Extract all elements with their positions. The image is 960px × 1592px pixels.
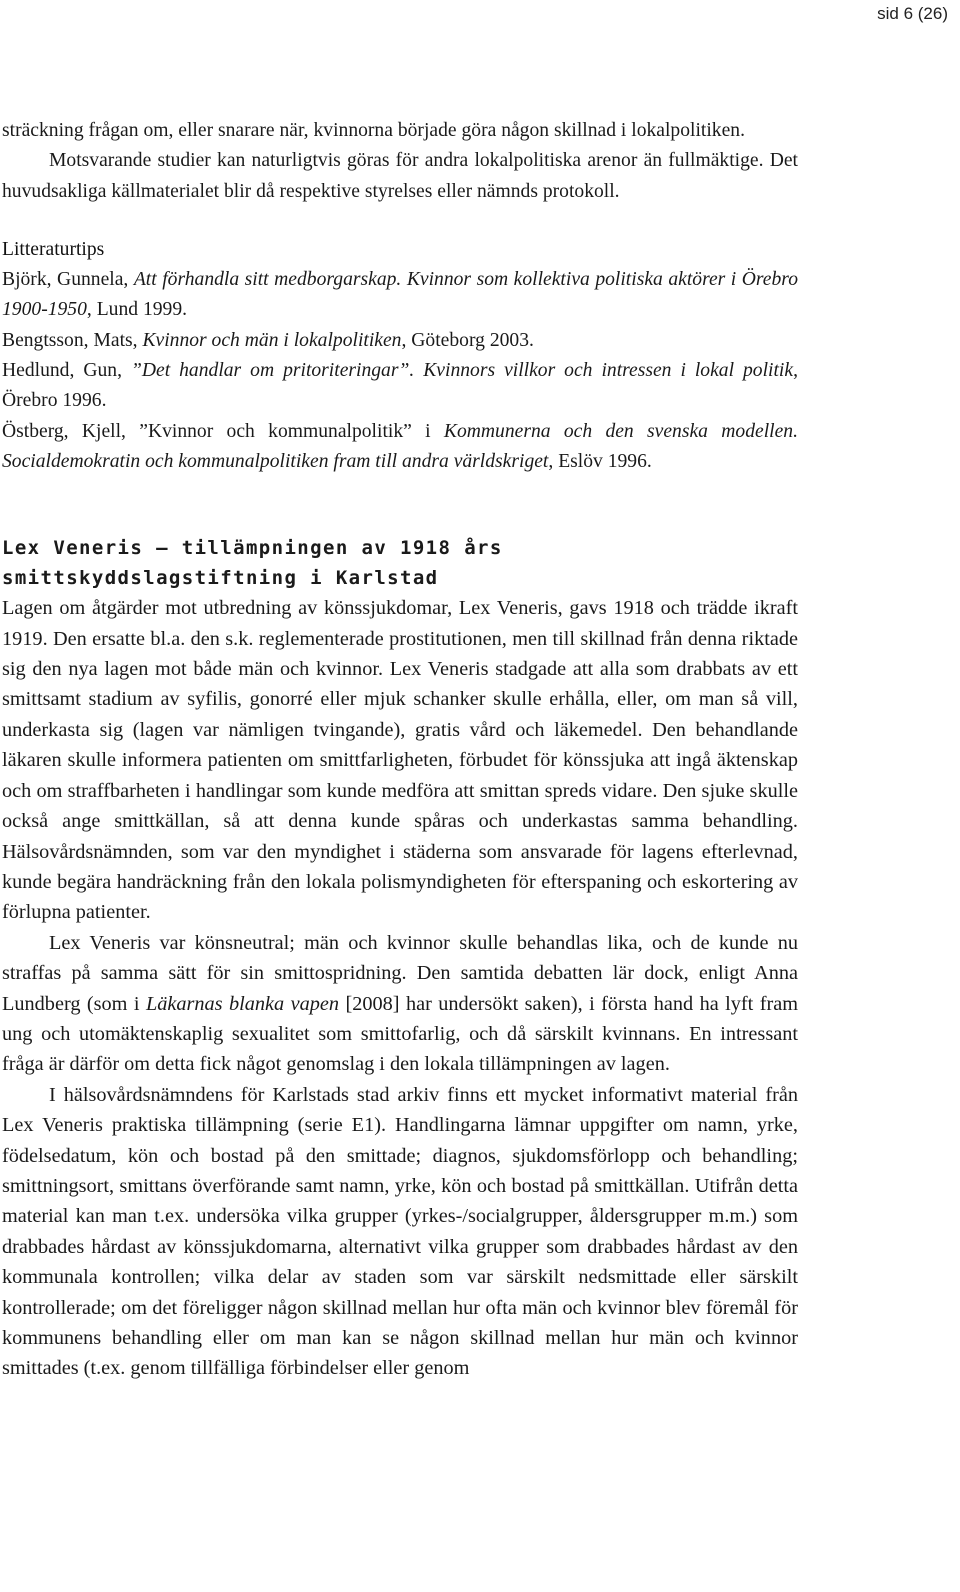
reference-author: Björk, Gunnela,	[2, 269, 134, 291]
reference-author: Bengtsson, Mats,	[2, 329, 143, 351]
literature-reference	[2, 265, 798, 326]
literature-reference	[2, 326, 798, 356]
literature-list	[2, 265, 798, 477]
reference-title: ”Det handlar om pritoriteringar”. Kvinnors villkor och intressen i lokal politik	[130, 360, 794, 382]
section-paragraph-3: I hälsovårdsnämndens för Karlstads stad arkiv finns ett mycket informativt material från Lex Veneris praktiska tillämpning (serie E1). Handlingarna lämnar uppgifter om namn, yrke, födelsedatum, kön och bostad på den smittade; diagnos, sjukdomsförlopp och behandling; smittningsort, smittans överförande samt namn, yrke, kön och bostad på smittkällan. Utifrån detta material kan man t.ex. undersöka vilka grupper (yrkes-/socialgrupper, åldersgrupper m.m.) som drabbades hårdast av könssjukdomarna, alternativt vilka grupper som drabbades hårdast av den kommunala kontrollen; vilka delar av staden som var särskilt nedsmittade eller särskilt kontrollerade; om det föreligger någon skillnad mellan hur ofta män och kvinnor blev föremål för kommunens behandling eller om man kan se någon skillnad mellan hur män och kvinnor smittades (t.ex. genom tillfälliga förbindelser eller genom	[2, 1083, 798, 1380]
page-number: sid 6 (26)	[877, 4, 948, 23]
reference-author: Hedlund, Gun,	[2, 360, 131, 382]
reference-publication: , Lund 1999.	[86, 299, 188, 321]
intro-paragraph-1: sträckning frågan om, eller snarare när, kvinnorna började göra någon skillnad i lokalpolitiken.	[2, 120, 745, 141]
cited-title: Läkarnas blanka vapen	[145, 992, 340, 1015]
paragraph-text: [2008] har undersökt saken), i första hand ha lyft fram ung och utomäktenskaplig sexualitet som smittofarlig, och då särskilt kvinnans. En intressant fråga är därför om detta fick något genomslag i den lokala tillämpningen av lagen.	[2, 992, 798, 1076]
literature-reference	[2, 356, 798, 417]
document-body	[2, 116, 798, 1384]
literature-heading: Litteraturtips	[2, 238, 105, 260]
reference-title: Kvinnor och män i lokalpolitiken	[142, 329, 402, 351]
section-heading: Lex Veneris – tillämpningen av 1918 års smittskyddslagstiftning i Karlstad	[2, 537, 503, 590]
reference-title: Att förhandla sitt medborgarskap. Kvinnor som kollektiva politiska aktörer i Örebro 1900-1950	[2, 269, 798, 321]
literature-reference	[2, 417, 798, 478]
reference-publication: , Göteborg 2003.	[401, 329, 534, 351]
section-paragraph-2	[2, 928, 798, 1080]
paragraph-text: Lex Veneris var könsneutral; män och kvinnor skulle behandlas lika, och de kunde nu straffas på samma sätt för sin smittospridning. Den samtida debatten lär dock, enligt Anna Lundberg (som i	[2, 931, 798, 1015]
section-paragraph-1: Lagen om åtgärder mot utbredning av könssjukdomar, Lex Veneris, gavs 1918 och trädde ikraft 1919. Den ersatte bl.a. den s.k. reglementerade prostitutionen, men till skillnad från denna riktade sig den nya lagen mot både män och kvinnor. Lex Veneris stadgade att alla som drabbats av ett smittsamt stadium av syfilis, gonorré eller mjuk schanker skulle erhålla, eller, om man så vill, underkasta sig (lagen var nämligen tvingande), gratis vård och läkemedel. Den behandlande läkaren skulle informera patienten om smittfarligheten, förbudet för könssjuka att ingå äktenskap och om straffbarheten i handlingar som kunde medföra att smittan spreds vidare. Den sjuke skulle också ange smittkällan, så att denna kunde spåras och underkastas samma behandling. Hälsovårdsnämnden, som var den myndighet i städerna som ansvarade för lagens efterlevnad, kunde begära handräckning från den lokala polismyndigheten för efterspaning och eskortering av förlupna patienter.	[2, 597, 798, 924]
reference-publication: , Örebro 1996.	[2, 360, 798, 412]
reference-publication: , Eslöv 1996.	[548, 450, 652, 472]
intro-paragraph-2: Motsvarande studier kan naturligtvis göras för andra lokalpolitiska arenor än fullmäktige. Det huvudsakliga källmaterialet blir då respektive styrelses eller nämnds protokoll.	[2, 150, 798, 202]
reference-title: Kommunerna och den svenska modellen. Socialdemokratin och kommunalpolitiken fram till andra världskriget	[2, 420, 798, 472]
reference-author: Östberg, Kjell, ”Kvinnor och kommunalpolitik” i	[2, 420, 444, 442]
